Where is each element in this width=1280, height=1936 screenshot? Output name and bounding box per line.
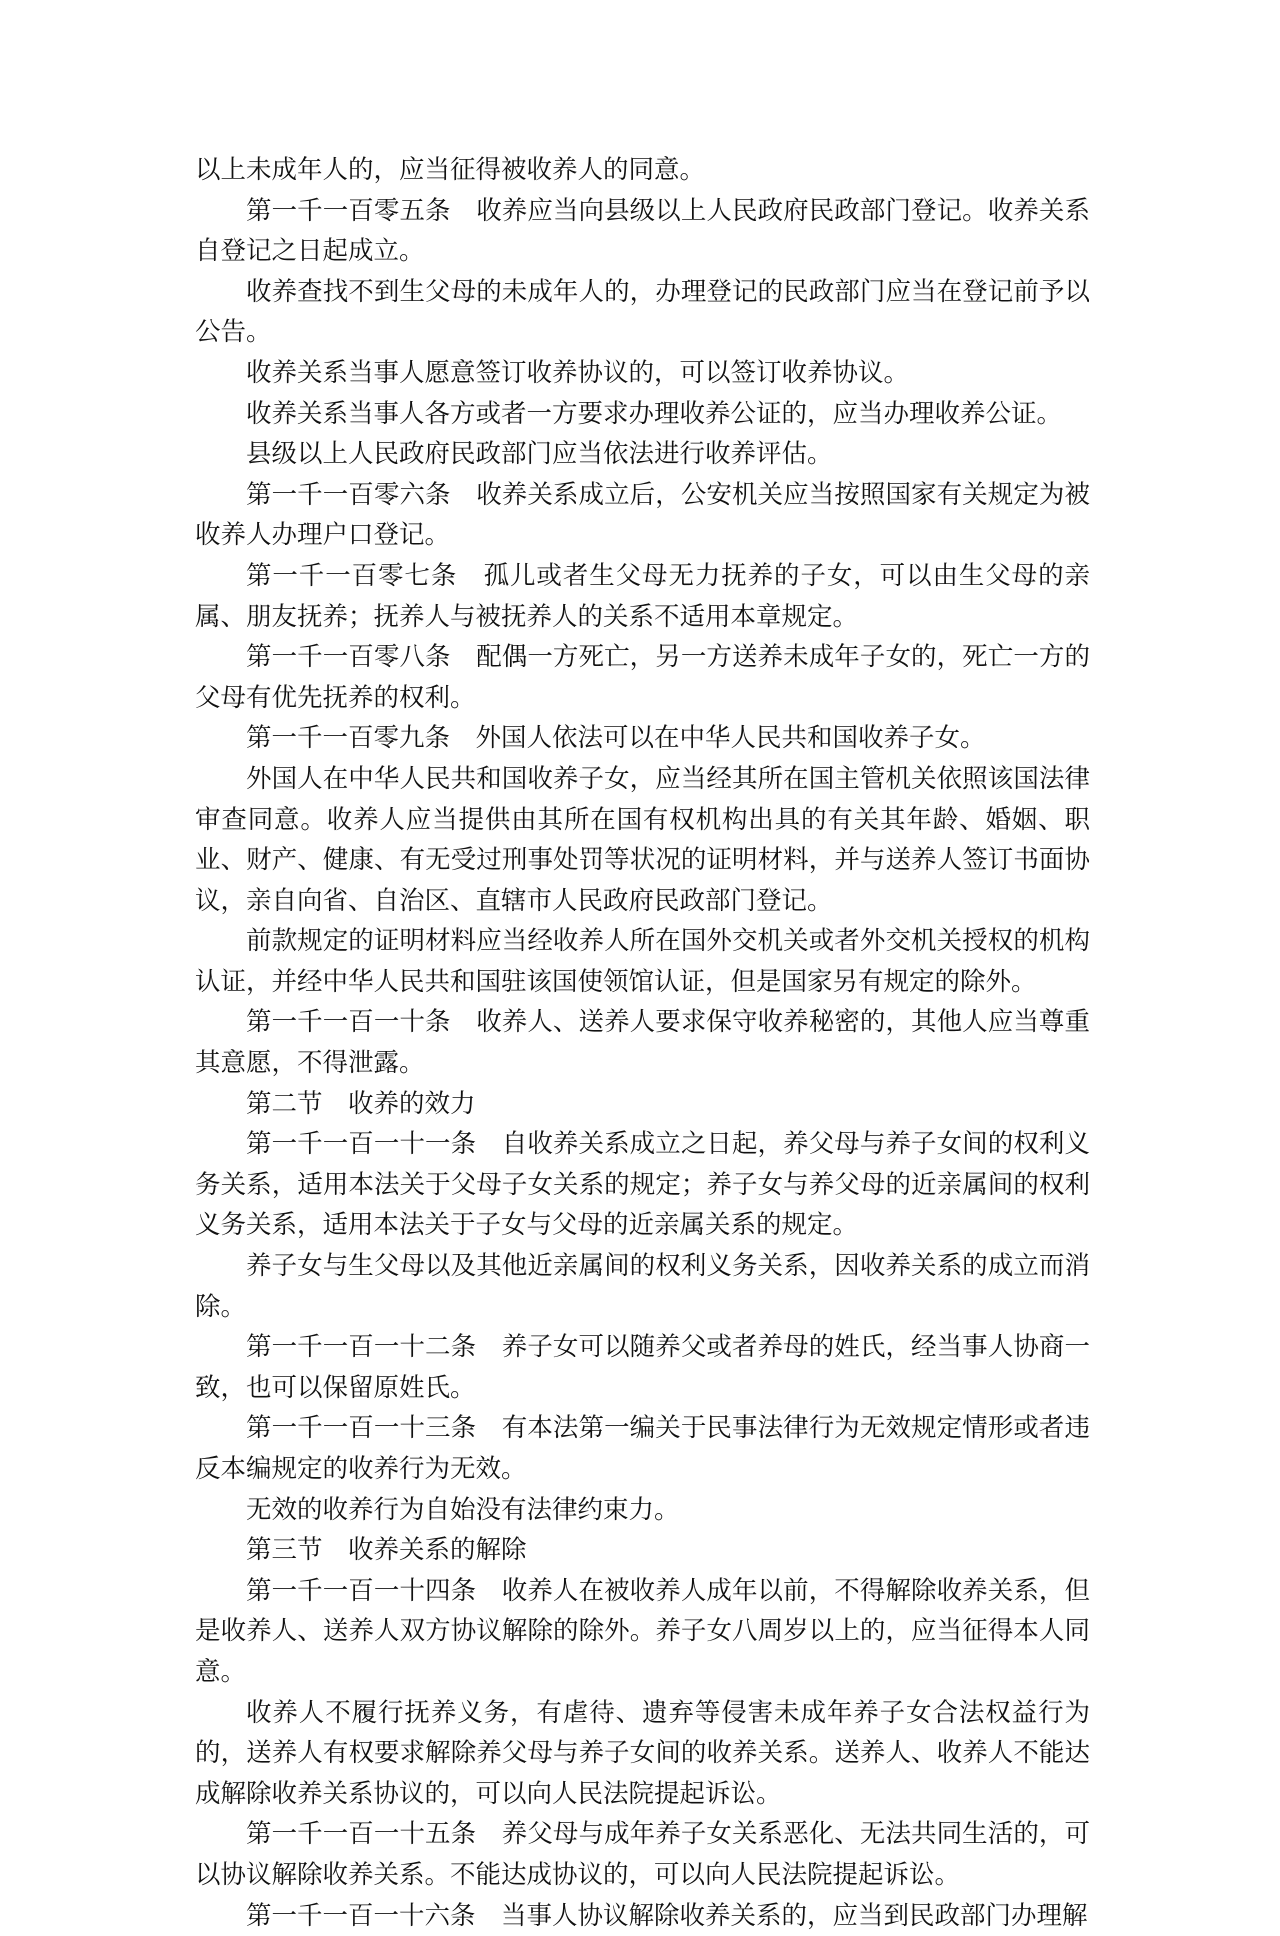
- article-1112: 第一千一百一十二条 养子女可以随养父或者养母的姓氏，经当事人协商一致，也可以保留原姓氏。: [195, 1332, 1090, 1403]
- article-1115: 第一千一百一十五条 养父母与成年养子女关系恶化、无法共同生活的，可以协议解除收养关系。不能达成协议的，可以向人民法院提起诉讼。: [195, 1819, 1090, 1890]
- article-1106: 第一千一百零六条 收养关系成立后，公安机关应当按照国家有关规定为被收养人办理户口登记。: [195, 479, 1090, 551]
- article-1111: 第一千一百一十一条 自收养关系成立之日起，养父母与养子女间的权利义务关系，适用本法关于父母子女关系的规定；养子女与养父母的近亲属间的权利义务关系，适用本法关于子女与父母的近亲属关系的规定。: [195, 1129, 1090, 1241]
- paragraph: 养子女与生父母以及其他近亲属间的权利义务关系，因收养关系的成立而消除。: [195, 1251, 1090, 1322]
- paragraph: 收养关系当事人愿意签订收养协议的，可以签订收养协议。: [246, 357, 910, 388]
- paragraph: 前款规定的证明材料应当经收养人所在国外交机关或者外交机关授权的机构认证，并经中华人民共和国驻该国使领馆认证，但是国家另有规定的除外。: [195, 926, 1090, 997]
- article-1110: 第一千一百一十条 收养人、送养人要求保守收养秘密的，其他人应当尊重其意愿，不得泄露。: [195, 1007, 1090, 1079]
- paragraph: 县级以上人民政府民政部门应当依法进行收养评估。: [246, 439, 833, 470]
- article-1113: 第一千一百一十三条 有本法第一编关于民事法律行为无效规定情形或者违反本编规定的收养行为无效。: [195, 1413, 1090, 1484]
- paragraph: 无效的收养行为自始没有法律约束力。: [246, 1494, 680, 1525]
- article-1108: 第一千一百零八条 配偶一方死亡，另一方送养未成年子女的，死亡一方的父母有优先抚养的权利。: [195, 642, 1090, 713]
- article-1105: 第一千一百零五条 收养应当向县级以上人民政府民政部门登记。收养关系自登记之日起成立。: [195, 195, 1090, 267]
- paragraph: 收养查找不到生父母的未成年人的，办理登记的民政部门应当在登记前予以公告。: [195, 276, 1090, 348]
- article-1116: 第一千一百一十六条 当事人协议解除收养关系的，应当到民政部门办理解: [246, 1900, 1088, 1931]
- article-1114: 第一千一百一十四条 收养人在被收养人成年以前，不得解除收养关系，但是收养人、送养人双方协议解除的除外。养子女八周岁以上的，应当征得本人同意。: [195, 1575, 1090, 1687]
- document-page: [195, 150, 1090, 1936]
- paragraph: 以上未成年人的，应当征得被收养人的同意。: [195, 155, 706, 185]
- paragraph: 收养人不履行抚养义务，有虐待、遗弃等侵害未成年养子女合法权益行为的，送养人有权要求解除养父母与养子女间的收养关系。送养人、收养人不能达成解除收养关系协议的，可以向人民法院提起诉讼。: [195, 1697, 1090, 1809]
- article-1107: 第一千一百零七条 孤儿或者生父母无力抚养的子女，可以由生父母的亲属、朋友抚养；抚养人与被抚养人的关系不适用本章规定。: [195, 560, 1090, 632]
- paragraph: 外国人在中华人民共和国收养子女，应当经其所在国主管机关依照该国法律审查同意。收养人应当提供由其所在国有权机构出具的有关其年龄、婚姻、职业、财产、健康、有无受过刑事处罚等状况的证明材料，并与送养人签订书面协议，亲自向省、自治区、直辖市人民政府民政部门登记。: [195, 763, 1090, 916]
- article-1109: 第一千一百零九条 外国人依法可以在中华人民共和国收养子女。: [246, 723, 986, 754]
- paragraph: 收养关系当事人各方或者一方要求办理收养公证的，应当办理收养公证。: [246, 398, 1063, 429]
- section-heading: 第三节 收养关系的解除: [246, 1535, 527, 1566]
- section-heading: 第二节 收养的效力: [246, 1088, 476, 1119]
